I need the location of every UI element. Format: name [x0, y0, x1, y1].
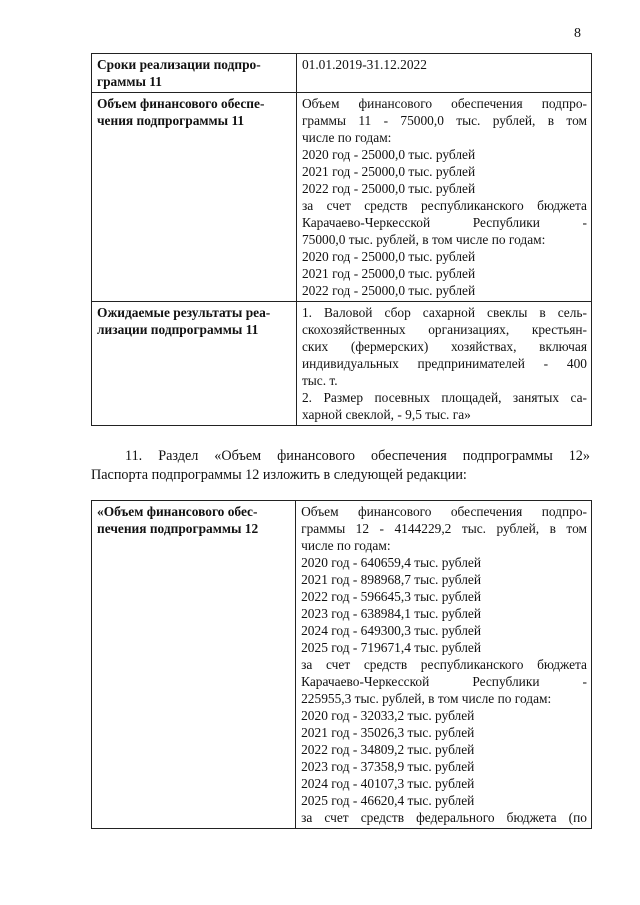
label-line: Ожидаемые результаты реа-	[97, 305, 271, 320]
table-row	[92, 302, 592, 426]
value-cell-results	[296, 302, 591, 426]
value-line: 2022 год - 25000,0 тыс. рублей	[301, 181, 476, 196]
subprogram-11-passport-table	[91, 53, 592, 426]
value-line: харной свеклой, - 9,5 тыс. га»	[301, 407, 471, 422]
value-line: индивидуальных предпринимателей - 400	[301, 356, 587, 371]
value-cell-financing	[296, 93, 591, 302]
table-row	[92, 54, 592, 93]
value-line: 2021 год - 25000,0 тыс. рублей	[301, 266, 476, 281]
value-line: тыс. т.	[301, 373, 338, 388]
value-line: 75000,0 тыс. рублей, в том числе по годам:	[301, 232, 546, 247]
value-line: 01.01.2019-31.12.2022	[301, 57, 427, 72]
value-cell-financing-12	[296, 501, 592, 829]
paragraph-line: Паспорта подпрограммы 12 изложить в следующей редакции:	[91, 467, 467, 483]
label-cell-terms	[92, 54, 297, 93]
label-line: печения подпрограммы 12	[97, 521, 259, 536]
value-line: 2023 год - 37358,9 тыс. рублей	[301, 759, 475, 774]
value-line: 2. Размер посевных площадей, занятых са-	[301, 390, 587, 405]
amendment-paragraph	[91, 447, 590, 485]
value-line: за счет средств федерального бюджета (по	[301, 810, 587, 825]
value-line: 2022 год - 25000,0 тыс. рублей	[301, 283, 476, 298]
value-line: 2022 год - 34809,2 тыс. рублей	[301, 742, 475, 757]
value-line: за счет средств республиканского бюджета	[301, 198, 587, 213]
value-line: числе по годам:	[301, 538, 391, 553]
value-line: 2020 год - 640659,4 тыс. рублей	[301, 555, 482, 570]
value-line: 2024 год - 40107,3 тыс. рублей	[301, 776, 475, 791]
value-line: 2023 год - 638984,1 тыс. рублей	[301, 606, 482, 621]
label-line: «Объем финансового обес-	[97, 504, 258, 519]
value-line: за счет средств республиканского бюджета	[301, 657, 587, 672]
page-number: 8	[574, 26, 581, 41]
label-cell-results	[92, 302, 297, 426]
value-line: граммы 12 - 4144229,2 тыс. рублей, в том	[301, 521, 587, 536]
value-line: числе по годам:	[301, 130, 392, 145]
value-line: 225955,3 тыс. рублей, в том числе по годам:	[301, 691, 552, 706]
label-line: Сроки реализации подпро-	[97, 57, 261, 72]
label-cell-financing	[92, 93, 297, 302]
label-cell-financing-12	[92, 501, 296, 829]
label-line: Объем финансового обеспе-	[97, 96, 265, 111]
value-line: 2020 год - 25000,0 тыс. рублей	[301, 147, 476, 162]
value-line: 2021 год - 35026,3 тыс. рублей	[301, 725, 475, 740]
table-row	[92, 93, 592, 302]
subprogram-12-financing-table	[91, 500, 592, 829]
value-line: граммы 11 - 75000,0 тыс. рублей, в том	[301, 113, 587, 128]
value-line: 2025 год - 719671,4 тыс. рублей	[301, 640, 482, 655]
value-line: 2022 год - 596645,3 тыс. рублей	[301, 589, 482, 604]
value-cell-terms	[296, 54, 591, 93]
value-line: 2025 год - 46620,4 тыс. рублей	[301, 793, 475, 808]
value-line: 1. Валовой сбор сахарной свеклы в сель-	[301, 305, 587, 320]
value-line: 2024 год - 649300,3 тыс. рублей	[301, 623, 482, 638]
value-line: Карачаево-Черкесской Республики -	[301, 215, 587, 230]
value-line: Карачаево-Черкесской Республики -	[301, 674, 587, 689]
value-line: 2020 год - 25000,0 тыс. рублей	[301, 249, 476, 264]
value-line: Объем финансового обеспечения подпро-	[301, 504, 587, 519]
label-line: лизации подпрограммы 11	[97, 322, 259, 337]
label-line: чения подпрограммы 11	[97, 113, 245, 128]
value-line: скохозяйственных организациях, крестьян-	[301, 322, 587, 337]
value-line: 2021 год - 898968,7 тыс. рублей	[301, 572, 482, 587]
label-line: граммы 11	[97, 74, 162, 89]
value-line: 2021 год - 25000,0 тыс. рублей	[301, 164, 476, 179]
value-line: Объем финансового обеспечения подпро-	[301, 96, 587, 111]
paragraph-line: 11. Раздел «Объем финансового обеспечения подпрограммы 12»	[125, 448, 590, 464]
value-line: ских (фермерских) хозяйствах, включая	[301, 339, 587, 354]
table-row	[92, 501, 592, 829]
value-line: 2020 год - 32033,2 тыс. рублей	[301, 708, 475, 723]
